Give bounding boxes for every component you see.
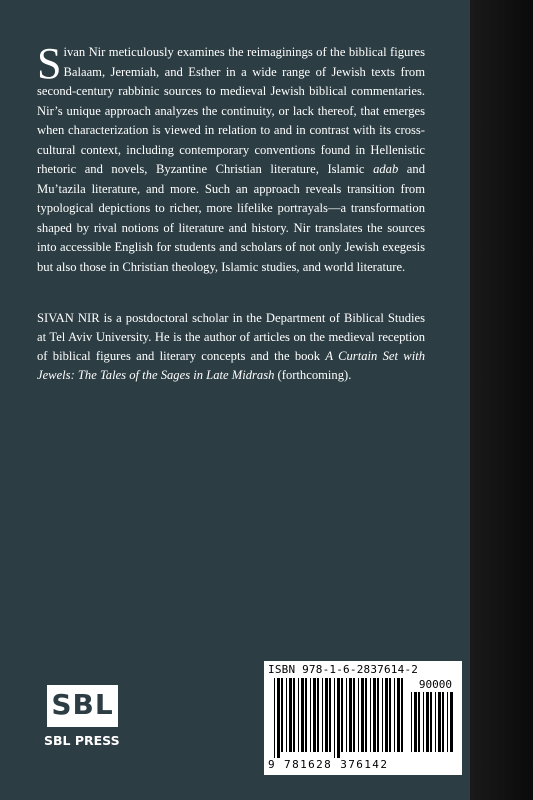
- logo-letters: SBL: [51, 688, 114, 721]
- description-text-part-2: and Mu’tazila literature, and more. Such an approach reveals transition from typological depictions to richer, more lifelike portrayals—a transformation shaped by rival notions of literature and history. Nir translates the sources into accessible English for students and scholars of not only Jewish exegesis but also those in Christian theology, Islamic studies, and world literature.: [37, 162, 425, 274]
- drop-cap: S: [37, 39, 62, 88]
- bio-book-title: A Curtain Set with Jewels: The Tales of the Sages in Late Midrash: [37, 349, 425, 382]
- sbl-press-logo: [44, 685, 127, 755]
- addon-barcode-icon: [411, 692, 455, 758]
- description-italic-term: adab: [373, 162, 399, 176]
- logo-box: [47, 685, 118, 727]
- book-description: [37, 39, 425, 277]
- isbn-label: ISBN 978-1-6-2837614-2: [268, 663, 419, 676]
- author-bio: [37, 309, 425, 385]
- price-code: 90000: [418, 678, 452, 691]
- bio-text-part-1: SIVAN NIR is a postdoctoral scholar in the Department of Biblical Studies at Tel Aviv University. He is the author of articles on the medieval reception of biblical figures and literary concepts and the book: [37, 311, 425, 363]
- description-text-part-1: ivan Nir meticulously examines the reimaginings of the biblical figures Balaam, Jeremiah, and Esther in a wide range of Jewish texts from second-century rabbinic sources to medieval Jewish biblical commentaries. Nir’s unique approach analyzes the continuity, or lack thereof, that emerges when characterization is viewed in relation to and in contrast with its cross-cultural context, including contemporary conventions found in Hellenistic rhetoric and novels, Byzantine Christian literature, Islamic: [37, 45, 425, 176]
- dark-edge: [470, 0, 533, 800]
- bio-text-part-2: (forthcoming).: [274, 368, 352, 382]
- publisher-name: SBL PRESS: [44, 733, 120, 748]
- barcode-box: [264, 661, 462, 775]
- ean-barcode-icon: [274, 678, 406, 758]
- barcode-digits: 9 781628 376142: [268, 758, 389, 771]
